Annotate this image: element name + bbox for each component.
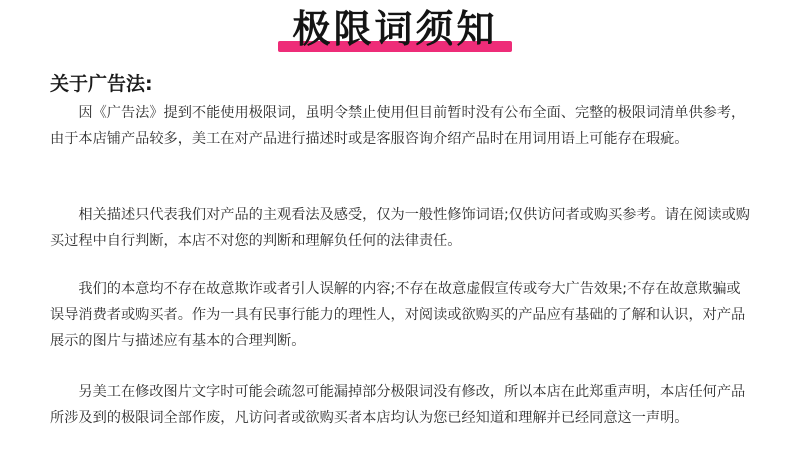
page-title: 极限词须知 bbox=[292, 7, 498, 51]
paragraph-1-text: 因《广告法》提到不能使用极限词，虽明令禁止使用但目前暂时没有公布全面、完整的极限词清单供参考，由于本店铺产品较多，美工在对产品进行描述时或是客服咨询介绍产品时在用词用语上可能存在瑕疵。 bbox=[50, 105, 746, 147]
paragraph-2-text: 相关描述只代表我们对产品的主观看法及感受，仅为一般性修饰词语;仅供访问者或购买参考。请在阅读或购买过程中自行判断，本店不对您的判断和理解负任何的法律责任。 bbox=[50, 207, 750, 249]
paragraph-1 bbox=[50, 100, 750, 152]
title-banner bbox=[0, 6, 790, 54]
title-block bbox=[292, 6, 497, 54]
paragraph-3 bbox=[50, 276, 750, 354]
section-heading: 关于广告法: bbox=[50, 73, 153, 95]
paragraph-3-text: 我们的本意均不存在故意欺诈或者引人误解的内容;不存在故意虚假宣传或夸大广告效果;不存在故意欺骗或误导消费者或购买者。作为一具有民事行能力的理性人，对阅读或欲购买的产品应有基础的了解和认识，对产品展示的图片与描述应有基本的合理判断。 bbox=[50, 281, 746, 349]
paragraph-4 bbox=[50, 379, 750, 431]
paragraph-2 bbox=[50, 202, 750, 254]
paragraph-4-text: 另美工在修改图片文字时可能会疏忽可能漏掉部分极限词没有修改，所以本店在此郑重声明，本店任何产品所涉及到的极限词全部作废，凡访问者或欲购买者本店均认为您已经知道和理解并已经同意这一声明。 bbox=[50, 384, 746, 426]
